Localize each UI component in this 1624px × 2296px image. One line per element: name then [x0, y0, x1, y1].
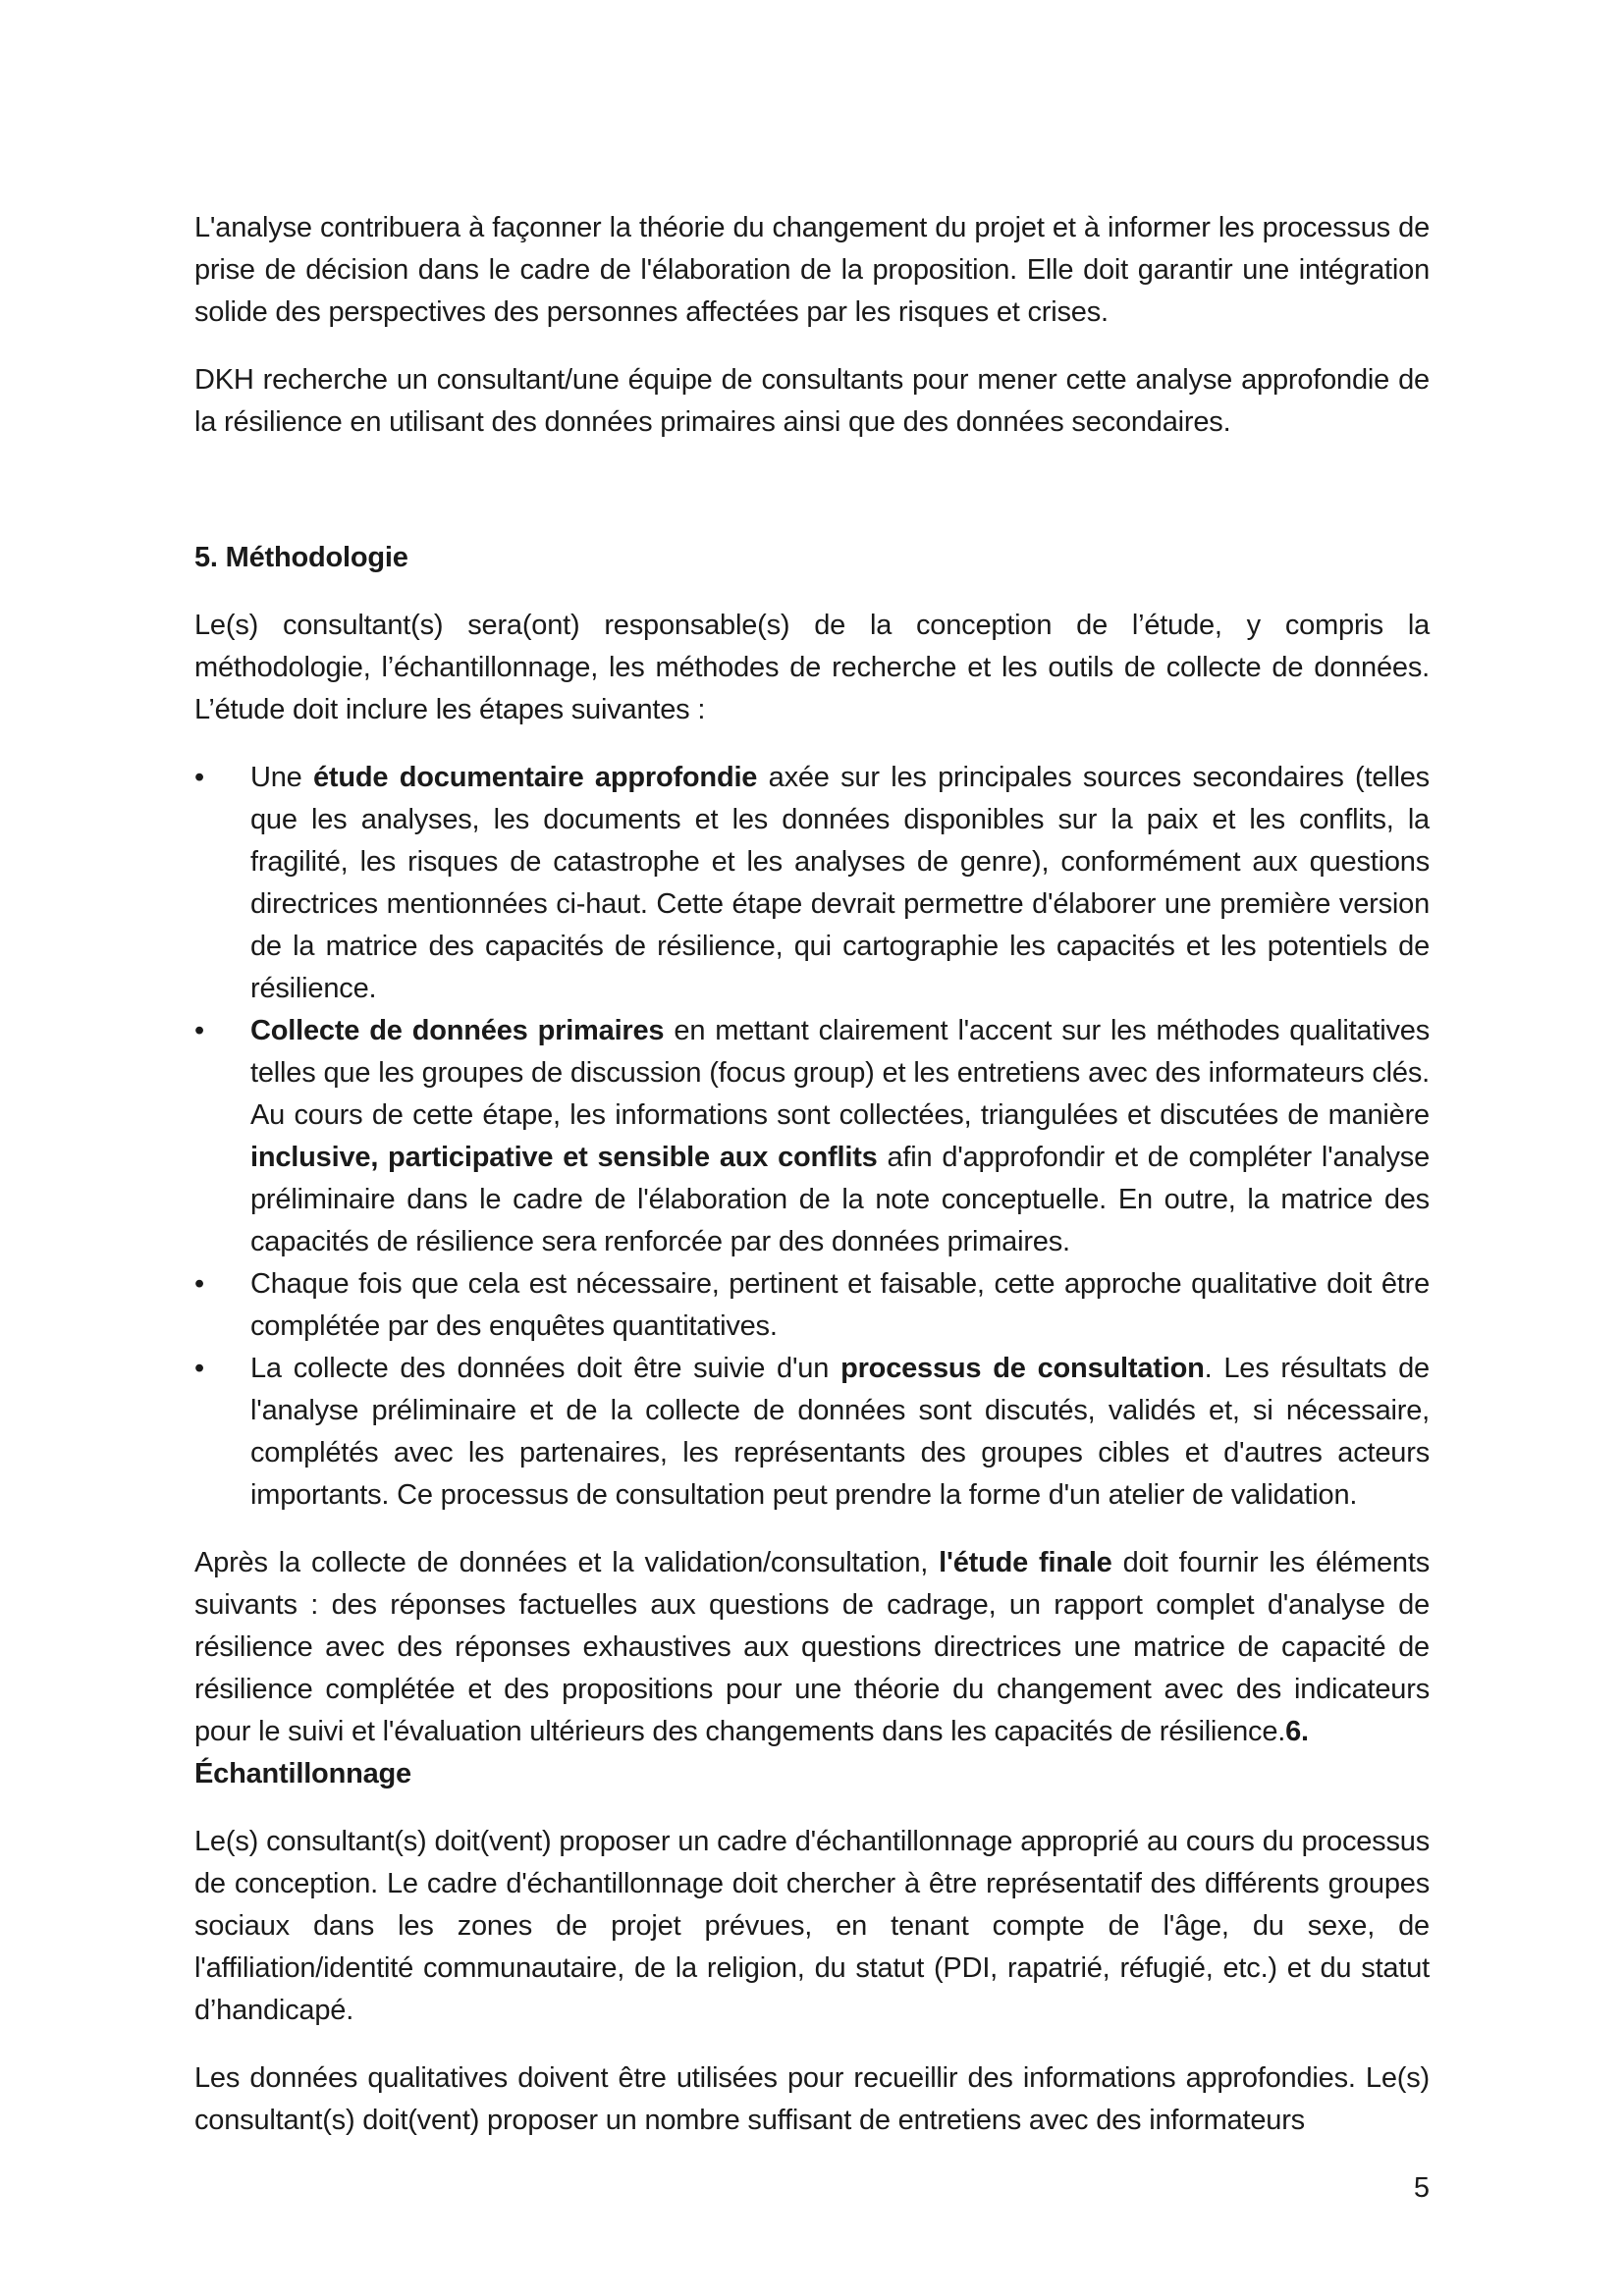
- bullet-text: [250, 1353, 1430, 1511]
- bullet-collecte-donnees: [194, 1010, 1430, 1263]
- bullet-text: [250, 1268, 1430, 1342]
- p-analyse-contribuera: [194, 207, 1430, 334]
- bold-text-run: 5. Méthodologie: [194, 542, 408, 573]
- p-consultant-conception: [194, 605, 1430, 731]
- bullet-etude-documentaire: [194, 757, 1430, 1010]
- bullet-marker-icon: •: [194, 762, 204, 793]
- p-dkh-recherche: [194, 359, 1430, 444]
- text-run: Le(s) consultant(s) doit(vent) proposer un cadre d'échantillonnage approprié au cours du processus de conception. Le cadre d'échantillonnage doit chercher à être représentatif des différents groupes sociaux dans les zones de projet prévues, en tenant compte de l'âge, du sexe, de l'affiliation/identité communautaire, de la religion, du statut (PDI, rapatrié, réfugié, etc.) et du statut d’handicapé.: [194, 1826, 1430, 2026]
- bold-text-run: inclusive, participative et sensible aux conflits: [250, 1142, 878, 1173]
- text-run: Les données qualitatives doivent être utilisées pour recueillir des informations approfondies. Le(s) consultant(s) doit(vent) proposer un nombre suffisant de entretiens avec des informateurs: [194, 2062, 1430, 2136]
- bullet-marker-icon: •: [194, 1268, 204, 1300]
- bold-text-run: processus de consultation: [840, 1353, 1205, 1384]
- bullet-text: [250, 1015, 1430, 1257]
- text-run: doit fournir les éléments suivants : des réponses factuelles aux questions de cadrage, un rapport complet d'analyse de résilience avec des réponses exhaustives aux questions directrices une matrice de capacité de résilience complétée et des propositions pour une théorie du changement avec des indicateurs pour le suivi et l'évaluation ultérieurs des changements dans les capacités de résilience.: [194, 1547, 1431, 1747]
- text-run: axée sur les principales sources secondaires (telles que les analyses, les documents et les données disponibles sur la paix et les conflits, la fragilité, les risques de catastrophe et les analyses de genre), conformément aux questions directrices mentionnées ci-haut. Cette étape devrait permettre d'élaborer une première version de la matrice des capacités de résilience, qui cartographie les capacités et les potentiels de résilience.: [250, 762, 1430, 1004]
- document-body: [194, 207, 1430, 2142]
- bullet-processus-consultation: [194, 1348, 1430, 1517]
- p-etude-finale: [194, 1542, 1430, 1795]
- h-methodologie: [194, 537, 1430, 579]
- text-run: en mettant clairement l'accent sur les méthodes qualitatives telles que les groupes de discussion (focus group) et les entretiens avec des informateurs clés. Au cours de cette étape, les informations sont collectées, triangulées et discutées de manière: [250, 1015, 1430, 1131]
- bold-text-run: Collecte de données primaires: [250, 1015, 665, 1046]
- blank-line: [194, 469, 1430, 511]
- p-donnees-qualitatives: [194, 2057, 1430, 2142]
- bullet-text: [250, 762, 1430, 1004]
- text-run: Après la collecte de données et la validation/consultation,: [194, 1547, 940, 1578]
- text-run: La collecte des données doit être suivie d'un: [250, 1353, 841, 1384]
- text-run: . Les résultats de l'analyse préliminaire et de la collecte de données sont discutés, validés et, si nécessaire, complétés avec les partenaires, les représentants des groupes cibles et d'autres acteurs importants. Ce processus de consultation peut prendre la forme d'un atelier de validation.: [250, 1353, 1430, 1511]
- bold-text-run: l'étude finale: [939, 1547, 1112, 1578]
- bullet-approche-qualitative: [194, 1263, 1430, 1348]
- methodology-steps-list: [194, 757, 1430, 1517]
- text-run: Chaque fois que cela est nécessaire, pertinent et faisable, cette approche qualitative doit être complétée par des enquêtes quantitatives.: [250, 1268, 1430, 1342]
- text-run: Le(s) consultant(s) sera(ont) responsable(s) de la conception de l’étude, y compris la méthodologie, l’échantillonnage, les méthodes de recherche et les outils de collecte de données. L’étude doit inclure les étapes suivantes :: [194, 610, 1430, 725]
- page-number: 5: [1413, 2172, 1430, 2204]
- p-cadre-echantillonnage: [194, 1821, 1430, 2032]
- text-run: Une: [250, 762, 313, 793]
- text-run: DKH recherche un consultant/une équipe de consultants pour mener cette analyse approfondie de la résilience en utilisant des données primaires ainsi que des données secondaires.: [194, 364, 1430, 438]
- bold-text-run: étude documentaire approfondie: [313, 762, 758, 793]
- bold-text-run: 6.: [1285, 1716, 1309, 1747]
- bold-text-run: Échantillonnage: [194, 1758, 411, 1789]
- bullet-marker-icon: •: [194, 1353, 204, 1384]
- text-run: L'analyse contribuera à façonner la théorie du changement du projet et à informer les processus de prise de décision dans le cadre de l'élaboration de la proposition. Elle doit garantir une intégration solide des perspectives des personnes affectées par les risques et crises.: [194, 212, 1430, 328]
- text-run: afin d'approfondir et de compléter l'analyse préliminaire dans le cadre de l'élaboration de la note conceptuelle. En outre, la matrice des capacités de résilience sera renforcée par des données primaires.: [250, 1142, 1430, 1257]
- bullet-marker-icon: •: [194, 1015, 204, 1046]
